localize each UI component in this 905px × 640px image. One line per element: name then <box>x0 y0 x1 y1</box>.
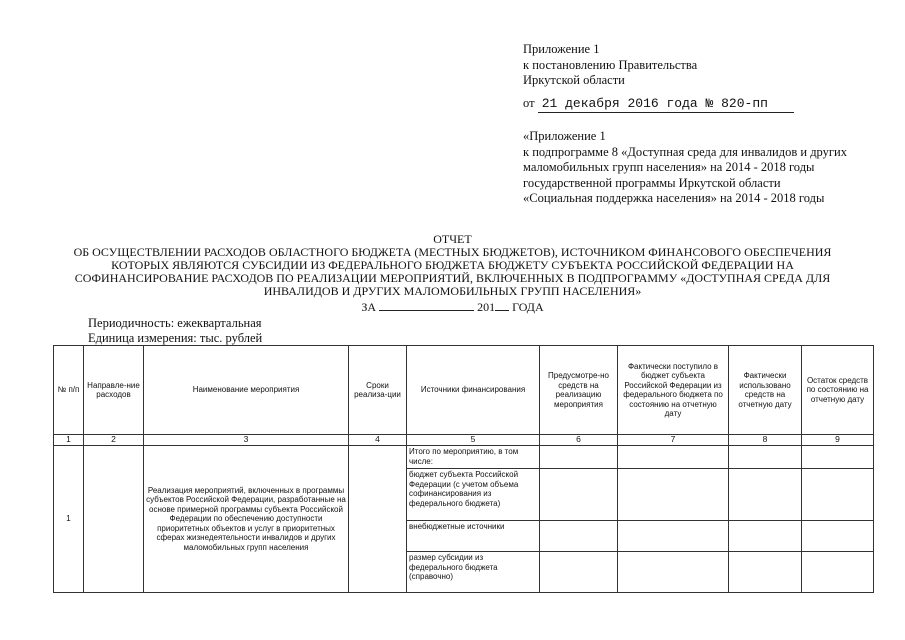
planned-cell <box>540 552 618 593</box>
used-cell <box>729 446 802 469</box>
column-number: 7 <box>618 435 729 446</box>
table-header-row <box>54 346 874 435</box>
planned-cell <box>540 446 618 469</box>
event-name-cell: Реализация мероприятий, включенных в программы субъектов Российской Федерации, разработанные на основе примерной программы субъекта Российской Федерации по обеспечению доступности приоритетных объектов и услуг в приоритетных сферах жизнедеятельности инвалидов и других маломобильных групп населения <box>144 446 349 593</box>
column-number-row <box>54 435 874 446</box>
year-prefix: 201 <box>477 300 496 314</box>
used-cell <box>729 552 802 593</box>
report-title-line: ИНВАЛИДОВ И ДРУГИХ МАЛОМОБИЛЬНЫХ ГРУПП НАСЕЛЕНИЯ» <box>263 284 642 298</box>
header-cell: Наименование мероприятия <box>144 346 349 435</box>
subprogram-line: маломобильных групп населения» на 2014 - 2018 годы <box>523 160 815 174</box>
header-cell: Остаток средств по состоянию на отчетную дату <box>802 346 874 435</box>
appendix-line: Приложение 1 <box>523 42 600 56</box>
direction-cell <box>84 446 144 593</box>
planned-cell <box>540 521 618 552</box>
year-blank <box>495 300 509 311</box>
row-number: 1 <box>54 446 84 593</box>
column-number: 2 <box>84 435 144 446</box>
received-cell <box>618 446 729 469</box>
received-cell <box>618 552 729 593</box>
column-number: 3 <box>144 435 349 446</box>
balance-cell <box>802 469 874 521</box>
balance-cell <box>802 552 874 593</box>
subprogram-line: «Социальная поддержка населения» на 2014 - 2018 годы <box>523 191 825 205</box>
header-cell: Предусмотре-но средств на реализацию мероприятия <box>540 346 618 435</box>
used-cell <box>729 469 802 521</box>
subprogram-line: государственной программы Иркутской области <box>523 175 781 190</box>
received-cell <box>618 521 729 552</box>
header-cell: № п/п <box>54 346 84 435</box>
subprogram-line: к подпрограмме 8 «Доступная среда для инвалидов и других <box>523 144 847 159</box>
appendix-line: к постановлению Правительства <box>523 57 698 72</box>
table-row <box>54 446 874 469</box>
header-cell: Сроки реализа-ции <box>349 346 407 435</box>
received-cell <box>618 469 729 521</box>
appendix-block <box>523 42 697 89</box>
header-cell: Направле-ние расходов <box>84 346 144 435</box>
source-cell: размер субсидии из федерального бюджета (справочно) <box>407 552 540 593</box>
period-blank <box>379 300 474 311</box>
column-number: 4 <box>349 435 407 446</box>
source-cell: бюджет субъекта Российской Федерации (с учетом объема софинансирования из федерального бюджета) <box>407 469 540 521</box>
column-number: 8 <box>729 435 802 446</box>
year-suffix: ГОДА <box>512 300 544 314</box>
report-title-line: ОТЧЕТ <box>433 232 472 246</box>
header-cell: Фактически поступило в бюджет субъекта Российской Федерации из федерального бюджета по состоянию на отчетную дату <box>618 346 729 435</box>
periodicity: Периодичность: ежеквартальная <box>88 316 262 330</box>
balance-cell <box>802 446 874 469</box>
unit-of-measure: Единица измерения: тыс. рублей <box>88 331 263 345</box>
source-cell: внебюджетные источники <box>407 521 540 552</box>
decree-number: 21 декабря 2016 года № 820-пп <box>538 96 794 113</box>
report-title-line: СОФИНАНСИРОВАНИЕ РАСХОДОВ ПО РЕАЛИЗАЦИИ МЕРОПРИЯТИЙ, ВКЛЮЧЕННЫХ В ПОДПРОГРАММУ «ДОСТУПНАЯ СРЕДА ДЛЯ <box>74 271 831 285</box>
report-table <box>53 345 874 593</box>
report-title-line: ОБ ОСУЩЕСТВЛЕНИИ РАСХОДОВ ОБЛАСТНОГО БЮДЖЕТА (МЕСТНЫХ БЮДЖЕТОВ), ИСТОЧНИКОМ ФИНАНСОВОГО ОБЕСПЕЧЕНИЯ <box>73 245 832 259</box>
header-cell: Источники финансирования <box>407 346 540 435</box>
decree-line <box>523 96 794 111</box>
subprogram-appendix-block <box>523 129 847 207</box>
header-cell: Фактически использовано средств на отчетную дату <box>729 346 802 435</box>
source-cell: Итого по мероприятию, в том числе: <box>407 446 540 469</box>
column-number: 6 <box>540 435 618 446</box>
report-title-line: КОТОРЫХ ЯВЛЯЮТСЯ СУБСИДИИ ИЗ ФЕДЕРАЛЬНОГО БЮДЖЕТА БЮДЖЕТУ СУБЪЕКТА РОССИЙСКОЙ ФЕДЕРАЦИИ НА <box>111 258 794 272</box>
subprogram-line: «Приложение 1 <box>523 129 606 143</box>
terms-cell <box>349 446 407 593</box>
column-number: 9 <box>802 435 874 446</box>
planned-cell <box>540 469 618 521</box>
column-number: 5 <box>407 435 540 446</box>
appendix-line: Иркутской области <box>523 73 625 87</box>
column-number: 1 <box>54 435 84 446</box>
report-title <box>0 233 905 298</box>
used-cell <box>729 521 802 552</box>
za-label: ЗА <box>361 300 377 314</box>
report-period-line <box>0 300 905 315</box>
decree-prefix: от <box>523 96 535 110</box>
balance-cell <box>802 521 874 552</box>
